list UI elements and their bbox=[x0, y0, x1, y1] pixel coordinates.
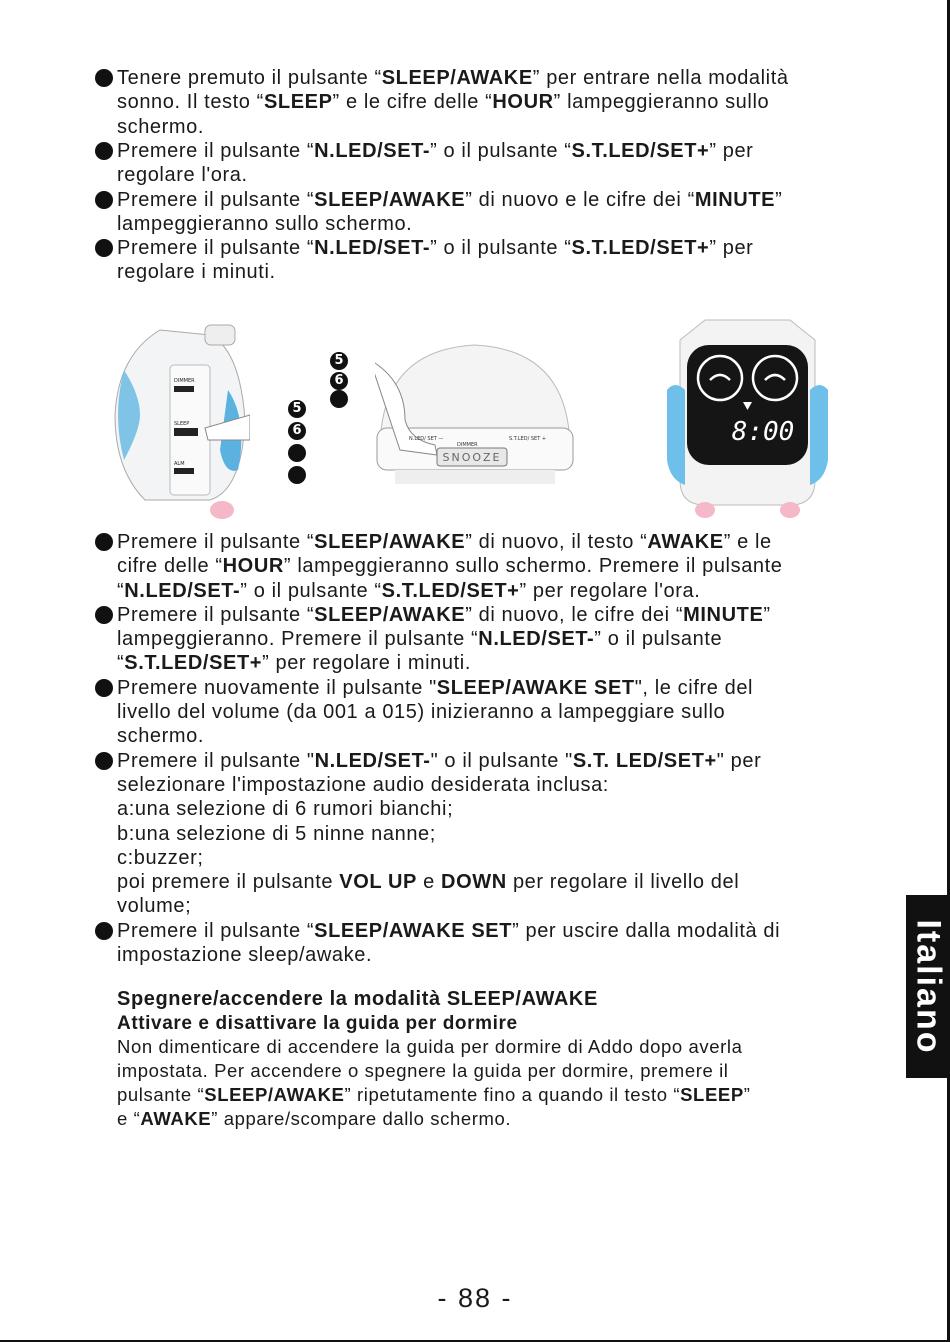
text-run: e “ bbox=[117, 1108, 141, 1129]
list-item bbox=[95, 66, 875, 139]
side-label-2: SLEEP bbox=[174, 421, 190, 427]
bold-term: SLEEP/AWAKE SET bbox=[436, 676, 635, 699]
list-item bbox=[95, 749, 875, 919]
text-line bbox=[117, 603, 875, 627]
list-item-text bbox=[117, 919, 875, 968]
callout-blank-1 bbox=[288, 444, 306, 462]
section-line bbox=[117, 1036, 837, 1058]
section-line bbox=[117, 1060, 837, 1082]
clock-front-view-image bbox=[375, 340, 575, 490]
snooze-label: SNOOZE bbox=[442, 451, 502, 464]
text-run: Premere il pulsante “ bbox=[117, 531, 315, 553]
text-run: " per bbox=[716, 749, 762, 772]
bullet-dot bbox=[95, 191, 113, 209]
text-run: selezionare l'impostazione audio desiderata inclusa: bbox=[117, 773, 609, 796]
text-run: ", le cifre del bbox=[634, 676, 754, 699]
list-item-text bbox=[117, 139, 875, 188]
bold-term: N.LED/SET- bbox=[314, 237, 431, 260]
list-item bbox=[95, 603, 875, 676]
clock-side-view-image bbox=[110, 310, 250, 525]
list-item bbox=[95, 188, 875, 237]
text-run: ” di nuovo e le cifre dei “ bbox=[465, 188, 695, 211]
text-run: ” ripetutamente fino a quando il testo “ bbox=[344, 1084, 681, 1105]
text-run: cifre delle “ bbox=[117, 555, 223, 578]
text-line bbox=[117, 139, 875, 163]
text-run: Premere il pulsante " bbox=[117, 749, 315, 772]
text-line bbox=[117, 700, 875, 724]
bold-term: AWAKE bbox=[647, 531, 724, 553]
text-line bbox=[117, 894, 875, 918]
text-line bbox=[117, 236, 875, 260]
bold-term: DOWN bbox=[441, 871, 507, 894]
text-run: ” o il pulsante bbox=[594, 628, 723, 651]
callout-6-side: 6 bbox=[288, 422, 306, 440]
text-line bbox=[117, 115, 875, 139]
bullet-dot bbox=[95, 606, 113, 624]
bullet-dot bbox=[95, 142, 113, 160]
bold-term: SLEEP/AWAKE bbox=[204, 1084, 345, 1105]
text-run: sonno. Il testo “ bbox=[117, 91, 264, 114]
bold-term: S.T.LED/SET+ bbox=[124, 652, 263, 675]
text-line bbox=[117, 870, 875, 894]
text-run: lampeggieranno. Premere il pulsante “ bbox=[117, 628, 479, 651]
text-run: ” bbox=[775, 188, 783, 211]
bold-term: S.T.LED/SET+ bbox=[381, 579, 520, 602]
text-run: ” e le cifre delle “ bbox=[332, 91, 493, 114]
list-item-text bbox=[117, 676, 875, 749]
bold-term: VOL UP bbox=[339, 871, 417, 894]
text-line bbox=[117, 212, 875, 236]
list-item-text bbox=[117, 236, 875, 285]
text-line bbox=[117, 260, 875, 284]
text-run: ” e le bbox=[723, 531, 772, 553]
list-item bbox=[95, 676, 875, 749]
list-item-text bbox=[117, 603, 875, 676]
text-run: " o il pulsante " bbox=[430, 749, 573, 772]
text-run: ” di nuovo, le cifre dei “ bbox=[465, 603, 684, 626]
front-label-left: N.LED/ SET — bbox=[409, 436, 444, 442]
bold-term: S.T.LED/SET+ bbox=[571, 237, 710, 260]
section-line bbox=[117, 1108, 837, 1130]
text-run: Premere il pulsante “ bbox=[117, 237, 315, 260]
text-run: pulsante “ bbox=[117, 1084, 205, 1105]
text-line bbox=[117, 627, 875, 651]
bold-term: SLEEP/AWAKE SET bbox=[314, 919, 513, 942]
text-run: ” bbox=[743, 1084, 751, 1105]
text-run: Premere il pulsante “ bbox=[117, 188, 315, 211]
list-item bbox=[95, 139, 875, 188]
bold-term: N.LED/SET- bbox=[314, 139, 431, 162]
front-label-mid: DIMMER bbox=[457, 442, 478, 448]
text-run: regolare i minuti. bbox=[117, 261, 276, 284]
text-line bbox=[117, 822, 875, 846]
bullet-dot bbox=[95, 752, 113, 770]
text-run: ” per entrare nella modalità bbox=[532, 67, 789, 89]
text-run: ” per regolare l'ora. bbox=[519, 579, 701, 602]
list-item bbox=[95, 919, 875, 968]
text-run: a:una selezione di 6 rumori bianchi; bbox=[117, 798, 454, 821]
bullet-dot bbox=[95, 69, 113, 87]
bold-term: N.LED/SET- bbox=[314, 749, 431, 772]
text-run: ” o il pulsante “ bbox=[430, 237, 572, 260]
language-tab-label: Italiano bbox=[909, 918, 948, 1055]
text-run: ” lampeggieranno sullo schermo. Premere il pulsante bbox=[283, 555, 783, 578]
bold-term: SLEEP/AWAKE bbox=[381, 67, 533, 89]
list-item-text bbox=[117, 749, 875, 919]
side-label-4: ALM bbox=[174, 461, 185, 467]
text-line bbox=[117, 919, 875, 943]
text-run: poi premere il pulsante bbox=[117, 871, 340, 894]
text-run: ” per regolare i minuti. bbox=[262, 652, 471, 675]
language-tab bbox=[906, 895, 950, 1078]
text-line bbox=[117, 90, 875, 114]
text-line bbox=[117, 163, 875, 187]
bold-term: HOUR bbox=[222, 555, 284, 578]
text-line bbox=[117, 554, 875, 578]
text-run: schermo. bbox=[117, 725, 205, 748]
page-number: - 88 - bbox=[437, 1283, 513, 1313]
bold-term: MINUTE bbox=[683, 603, 764, 626]
text-run: ” bbox=[763, 603, 771, 626]
bold-term: SLEEP/AWAKE bbox=[314, 603, 466, 626]
bold-term: S.T.LED/SET+ bbox=[571, 139, 710, 162]
section-heading: Spegnere/accendere la modalità SLEEP/AWAKE bbox=[117, 988, 598, 1010]
list-item-text bbox=[117, 530, 875, 603]
bold-term: SLEEP/AWAKE bbox=[314, 188, 466, 211]
text-run: ” lampeggieranno sullo bbox=[553, 91, 770, 114]
text-run: ” o il pulsante “ bbox=[240, 579, 382, 602]
list-item-text bbox=[117, 66, 875, 139]
section-subheading: Attivare e disattivare la guida per dormire bbox=[117, 1013, 518, 1034]
text-line bbox=[117, 651, 875, 675]
bold-term: SLEEP bbox=[263, 91, 333, 114]
text-line bbox=[117, 579, 875, 603]
bold-term: HOUR bbox=[492, 91, 554, 114]
callout-blank-3 bbox=[330, 390, 348, 408]
text-run: Tenere premuto il pulsante “ bbox=[117, 67, 382, 89]
callout-6-front: 6 bbox=[330, 372, 348, 390]
list-item-text bbox=[117, 188, 875, 237]
text-run: e bbox=[417, 871, 442, 894]
bullet-dot bbox=[95, 922, 113, 940]
text-run: ” per bbox=[709, 139, 754, 162]
text-run: ” di nuovo, il testo “ bbox=[465, 531, 648, 553]
bold-term: N.LED/SET- bbox=[478, 628, 595, 651]
text-run: per regolare il livello del bbox=[506, 871, 740, 894]
text-run: “ bbox=[117, 652, 125, 675]
bold-term: S.T. LED/SET+ bbox=[572, 749, 717, 772]
text-run: ” per uscire dalla modalità di bbox=[512, 919, 781, 942]
text-run: Premere nuovamente il pulsante " bbox=[117, 676, 437, 699]
list-item bbox=[95, 530, 875, 603]
text-line bbox=[117, 676, 875, 700]
text-run: schermo. bbox=[117, 115, 205, 138]
text-line bbox=[117, 724, 875, 748]
bold-term: N.LED/SET- bbox=[124, 579, 241, 602]
text-run: volume; bbox=[117, 895, 192, 918]
text-run: Non dimenticare di accendere la guida per dormire di Addo dopo averla bbox=[117, 1036, 743, 1057]
text-run: ” o il pulsante “ bbox=[430, 139, 572, 162]
bold-term: AWAKE bbox=[140, 1108, 212, 1129]
text-run: ” per bbox=[709, 237, 754, 260]
callout-5-side: 5 bbox=[288, 400, 306, 418]
text-run: impostata. Per accendere o spegnere la guida per dormire, premere il bbox=[117, 1060, 729, 1081]
bold-term: SLEEP bbox=[680, 1084, 744, 1105]
clock-illustrations bbox=[110, 310, 830, 525]
text-line bbox=[117, 188, 875, 212]
text-line bbox=[117, 66, 875, 90]
side-label-0: DIMMER bbox=[174, 378, 195, 384]
text-run: Premere il pulsante “ bbox=[117, 603, 315, 626]
text-run: “ bbox=[117, 579, 125, 602]
text-run: impostazione sleep/awake. bbox=[117, 944, 373, 967]
text-line bbox=[117, 530, 875, 554]
text-line bbox=[117, 749, 875, 773]
text-line bbox=[117, 773, 875, 797]
text-line bbox=[117, 797, 875, 821]
text-run: regolare l'ora. bbox=[117, 164, 248, 187]
clock-time-display: 8:00 bbox=[731, 417, 795, 447]
text-run: b:una selezione di 5 ninne nanne; bbox=[117, 822, 436, 845]
text-run: c:buzzer; bbox=[117, 846, 204, 869]
section-line bbox=[117, 1084, 837, 1106]
text-run: Premere il pulsante “ bbox=[117, 919, 315, 942]
front-label-right: S.T.LED/ SET + bbox=[509, 436, 547, 442]
bullet-dot bbox=[95, 679, 113, 697]
callout-5-front: 5 bbox=[330, 352, 348, 370]
text-run: lampeggieranno sullo schermo. bbox=[117, 212, 413, 235]
text-run: Premere il pulsante “ bbox=[117, 139, 315, 162]
bold-term: SLEEP/AWAKE bbox=[314, 531, 466, 553]
text-run: ” appare/scompare dallo schermo. bbox=[211, 1108, 512, 1129]
text-line bbox=[117, 846, 875, 870]
callout-blank-2 bbox=[288, 466, 306, 484]
bold-term: MINUTE bbox=[694, 188, 776, 211]
text-line bbox=[117, 943, 875, 967]
bullet-dot bbox=[95, 239, 113, 257]
list-item bbox=[95, 236, 875, 285]
bullet-dot bbox=[95, 533, 113, 551]
text-run: livello del volume (da 001 a 015) inizieranno a lampeggiare sullo bbox=[117, 701, 726, 724]
owl-clock-image bbox=[665, 310, 830, 520]
